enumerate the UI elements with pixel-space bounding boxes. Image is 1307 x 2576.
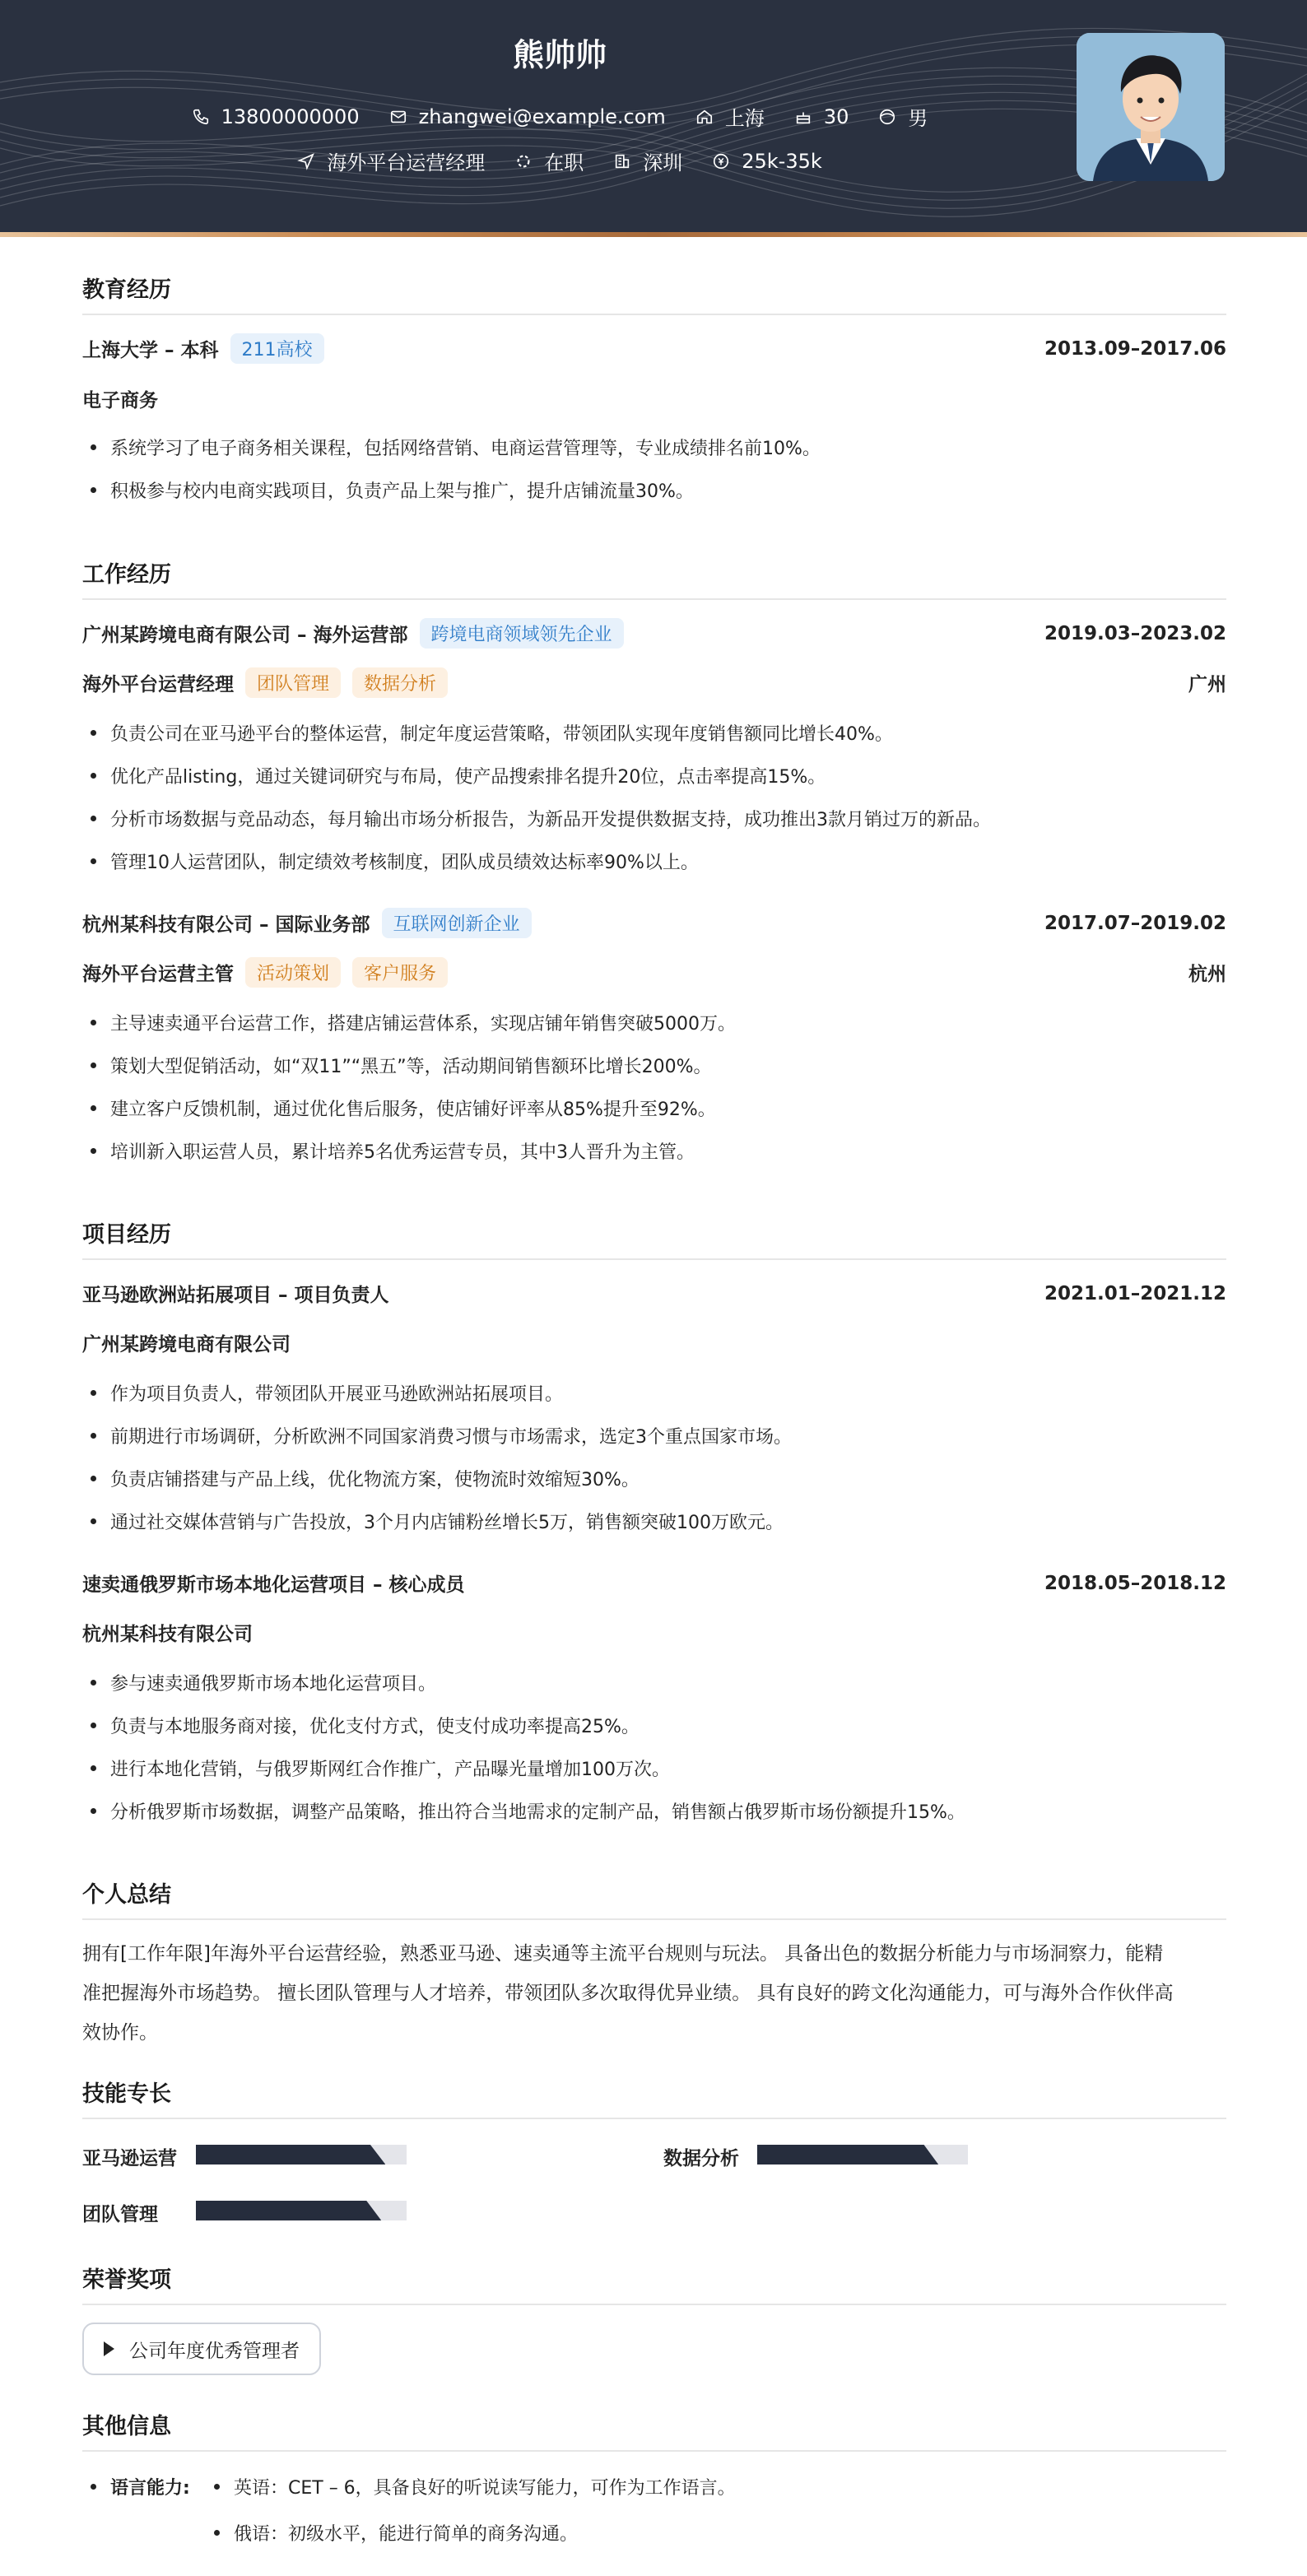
job-date: 2019.03–2023.02 xyxy=(1044,622,1226,644)
job-city: 广州 xyxy=(1188,674,1226,695)
skill-name: 团队管理 xyxy=(82,2204,158,2225)
job-role: 海外平台运营主管 xyxy=(82,964,234,985)
education-date: 2013.09–2017.06 xyxy=(1044,337,1226,360)
summary-line: 拥有[工作年限]年海外平台运营经验，熟悉亚马逊、速卖通等主流平台规则与玩法。 具备出色的数据分析能力与市场洞察力，能精 xyxy=(82,1943,1164,1965)
job-intent-row xyxy=(0,146,1119,175)
gender-info xyxy=(878,102,928,131)
award-item xyxy=(82,2323,321,2375)
salary-value: 25k-35k xyxy=(742,149,822,173)
education-section xyxy=(82,272,1226,315)
play-triangle-icon xyxy=(104,2341,114,2356)
skill-bar-fill xyxy=(196,2201,381,2220)
work-city-info xyxy=(613,146,682,175)
send-icon xyxy=(297,152,315,170)
company-name: 广州某跨境电商有限公司 – 海外运营部 xyxy=(82,625,408,646)
skill-bar-fill xyxy=(196,2145,385,2164)
company-tag: 跨境电商领域领先企业 xyxy=(420,618,624,649)
awards-section xyxy=(82,2262,1226,2305)
email-info xyxy=(389,105,666,128)
city-value: 上海 xyxy=(724,107,765,130)
project-header-row xyxy=(82,1280,1226,1307)
skill-bar xyxy=(196,2145,407,2164)
resume-header xyxy=(0,0,1307,232)
avatar-portrait-icon xyxy=(1077,33,1225,181)
section-title: 教育经历 xyxy=(82,272,1226,315)
project-org: 广州某跨境电商有限公司 xyxy=(82,1334,291,1355)
project-date: 2021.01–2021.12 xyxy=(1044,1282,1226,1304)
education-header-row xyxy=(82,333,1226,364)
candidate-name: 熊帅帅 xyxy=(512,37,607,73)
skill-bar-fill xyxy=(757,2145,938,2164)
company-tag: 互联网创新企业 xyxy=(382,908,532,938)
gender-value: 男 xyxy=(908,107,928,130)
job-date: 2017.07–2019.02 xyxy=(1044,912,1226,934)
position-info xyxy=(297,146,485,175)
summary-text xyxy=(82,1934,1226,2053)
position-value: 海外平台运营经理 xyxy=(327,151,486,174)
phone-icon xyxy=(192,108,210,126)
skill-bar xyxy=(196,2201,407,2220)
building-icon xyxy=(613,152,631,170)
work-section xyxy=(82,556,1226,600)
phone-info xyxy=(192,105,360,128)
skill-bar xyxy=(757,2145,968,2164)
job-header-row xyxy=(82,908,1226,938)
status-value: 在职 xyxy=(544,151,584,174)
cake-icon xyxy=(794,108,812,126)
age-value: 30 xyxy=(823,105,849,128)
mail-icon xyxy=(389,108,407,126)
section-title: 项目经历 xyxy=(82,1216,1226,1260)
company-name: 杭州某科技有限公司 – 国际业务部 xyxy=(82,914,370,936)
age-info xyxy=(794,105,849,128)
job-role-row xyxy=(82,667,1226,698)
major-row xyxy=(82,385,1226,412)
project-org-row xyxy=(82,1619,1226,1646)
skill-tag: 客户服务 xyxy=(352,957,448,988)
work-city-value: 深圳 xyxy=(643,151,683,174)
section-title: 其他信息 xyxy=(82,2408,1226,2452)
project-name: 亚马逊欧洲站拓展项目 – 项目负责人 xyxy=(82,1285,389,1306)
coin-icon xyxy=(712,152,730,170)
status-loader-icon xyxy=(514,152,533,170)
skill-tag: 活动策划 xyxy=(245,957,341,988)
job-role-row xyxy=(82,957,1226,988)
avatar xyxy=(1077,33,1225,181)
city-info xyxy=(695,102,765,131)
project-name: 速卖通俄罗斯市场本地化运营项目 – 核心成员 xyxy=(82,1574,465,1596)
other-section xyxy=(82,2408,1226,2452)
section-title: 荣誉奖项 xyxy=(82,2262,1226,2305)
major-name: 电子商务 xyxy=(82,390,158,412)
project-header-row xyxy=(82,1569,1226,1597)
projects-section xyxy=(82,1216,1226,1260)
project-org-row xyxy=(82,1329,1226,1356)
project-date: 2018.05–2018.12 xyxy=(1044,1572,1226,1594)
section-title: 个人总结 xyxy=(82,1876,1226,1920)
summary-section xyxy=(82,1876,1226,1920)
email-value: zhangwei@example.com xyxy=(418,105,666,128)
job-city: 杭州 xyxy=(1188,964,1226,985)
skill-tag: 数据分析 xyxy=(352,667,448,698)
skill-name: 数据分析 xyxy=(663,2148,739,2169)
skill-tag: 团队管理 xyxy=(245,667,341,698)
skill-name: 亚马逊运营 xyxy=(82,2148,177,2169)
job-header-row xyxy=(82,618,1226,649)
school-name: 上海大学 – 本科 xyxy=(82,340,219,361)
section-title: 工作经历 xyxy=(82,556,1226,600)
summary-line: 效协作。 xyxy=(82,2022,158,2044)
status-info xyxy=(514,146,584,175)
contact-row xyxy=(0,102,1119,131)
job-role: 海外平台运营经理 xyxy=(82,674,234,695)
home-icon xyxy=(695,108,714,126)
salary-info xyxy=(712,150,822,173)
phone-value: 13800000000 xyxy=(221,105,360,128)
summary-line: 准把握海外市场趋势。 擅长团队管理与人才培养，带领团队多次取得优异业绩。 具有良好的跨文化沟通能力，可与海外合作伙伴高 xyxy=(82,1983,1174,2004)
school-tag: 211高校 xyxy=(230,333,324,364)
user-face-icon xyxy=(878,108,896,126)
award-label: 公司年度优秀管理者 xyxy=(129,2340,300,2362)
section-title: 技能专长 xyxy=(82,2076,1226,2119)
skills-section xyxy=(82,2076,1226,2119)
header-accent-line xyxy=(0,232,1307,237)
project-org: 杭州某科技有限公司 xyxy=(82,1624,253,1645)
